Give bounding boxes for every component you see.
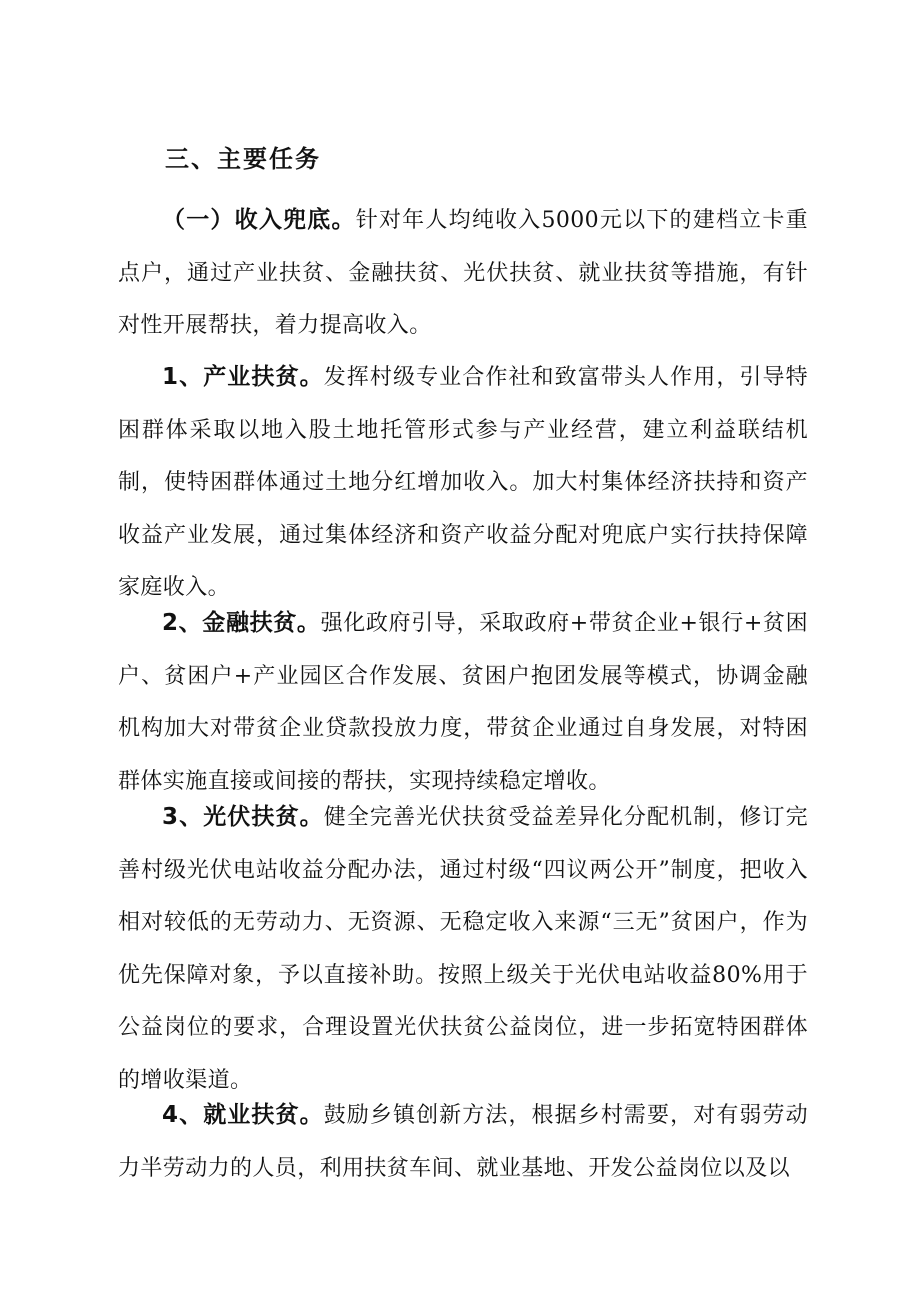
paragraph-industry-poverty-relief [118,351,808,615]
paragraph-text: 强化政府引导，采取政府+带贫企业+银行+贫困户、贫困户+产业园区合作发展、贫困户抱团发展等模式，协调金融机构加大对带贫企业贷款投放力度，带贫企业通过自身发展，对特困群体实施直接或间接的帮扶，实现持续稳定增收。 [118,611,808,794]
paragraph-text: 发挥村级专业合作社和致富带头人作用，引导特困群体采取以地入股土地托管形式参与产业经营，建立利益联结机制，使特困群体通过土地分红增加收入。加大村集体经济扶持和资产收益产业发展，通过集体经济和资产收益分配对兜底户实行扶持保障家庭收入。 [118,365,809,601]
paragraph-lead: 2、金融扶贫。 [162,610,321,636]
paragraph-lead: 4、就业扶贫。 [162,1102,324,1128]
paragraph-lead: （一）收入兜底。 [162,207,356,233]
section-heading: 三、主要任务 [165,144,321,173]
paragraph-income-guarantee [118,194,808,353]
paragraph-lead: 3、光伏扶贫。 [162,804,324,830]
paragraph-photovoltaic-poverty-relief [118,791,808,1108]
paragraph-lead: 1、产业扶贫。 [162,364,324,390]
paragraph-text: 针对年人均纯收入5000元以下的建档立卡重点户，通过产业扶贫、金融扶贫、光伏扶贫、就业扶贫等措施，有针对性开展帮扶，着力提高收入。 [118,208,809,339]
paragraph-text: 鼓励乡镇创新方法，根据乡村需要，对有弱劳动力半劳动力的人员，利用扶贫车间、就业基地、开发公益岗位以及以 [118,1103,809,1181]
paragraph-text: 健全完善光伏扶贫受益差异化分配机制，修订完善村级光伏电站收益分配办法，通过村级“四议两公开”制度，把收入相对较低的无劳动力、无资源、无稳定收入来源“三无”贫困户，作为优先保障对象，予以直接补助。按照上级关于光伏电站收益80%用于公益岗位的要求，合理设置光伏扶贫公益岗位，进一步拓宽特困群体的增收渠道。 [118,805,809,1093]
paragraph-finance-poverty-relief [118,597,808,808]
paragraph-employment-poverty-relief [118,1089,808,1195]
